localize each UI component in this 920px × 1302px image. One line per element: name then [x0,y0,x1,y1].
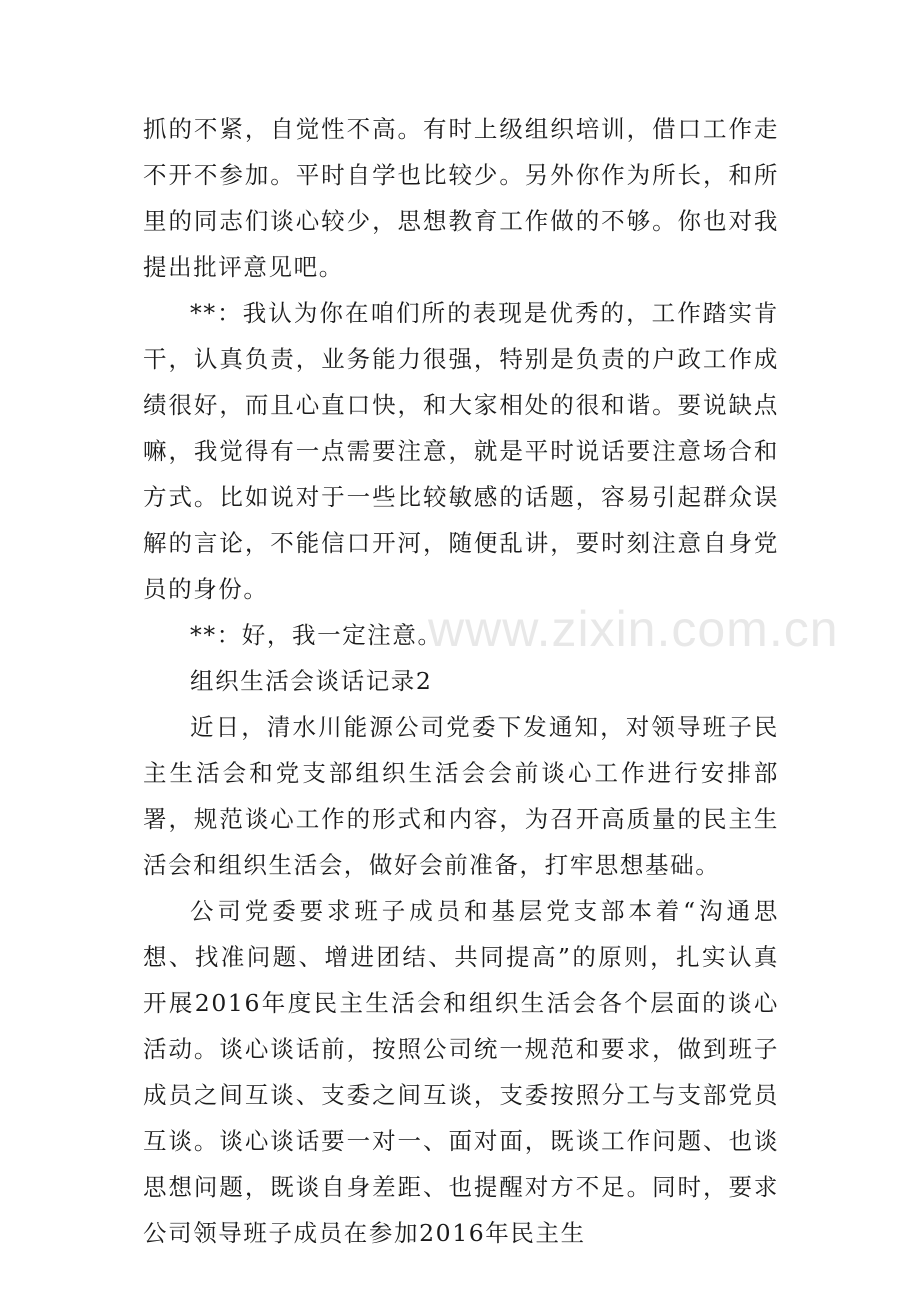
paragraph-notice: 近日，清水川能源公司党委下发通知，对领导班子民主生活会和党支部组织生活会会前谈心工作进行安排部署，规范谈心工作的形式和内容，为召开高质量的民主生活会和组织生活会，做好会前准备，打牢思想基础。 [143,713,779,879]
paragraph-requirements: 公司党委要求班子成员和基层党支部本着“沟通思想、找准问题、增进团结、共同提高”的原则，扎实认真开展2016年度民主生活会和组织生活会各个层面的谈心活动。谈心谈话前，按照公司统一规范和要求，做到班子成员之间互谈、支委之间互谈，支委按照分工与支部党员互谈。谈心谈话要一对一、面对面，既谈工作问题、也谈思想问题，既谈自身差距、也提醒对方不足。同时，要求公司领导班子成员在参加2016年民主生 [143,897,779,1247]
document-body [143,106,779,1256]
paragraph-dialogue-reply: **：我认为你在咱们所的表现是优秀的，工作踏实肯干，认真负责，业务能力很强，特别是负责的户政工作成绩很好，而且心直口快，和大家相处的很和谐。要说缺点嘛，我觉得有一点需要注意，就是平时说话要注意场合和方式。比如说对于一些比较敏感的话题，容易引起群众误解的言论，不能信口开河，随便乱讲，要时刻注意自身党员的身份。 [143,299,779,603]
section-heading: 组织生活会谈话记录2 [190,667,433,695]
watermark: www.zixin.com.cn [428,601,839,657]
paragraph-continued: 抓的不紧，自觉性不高。有时上级组织培训，借口工作走不开不参加。平时自学也比较少。另外你作为所长，和所里的同志们谈心较少，思想教育工作做的不够。你也对我提出批评意见吧。 [143,115,779,281]
paragraph-dialogue-short: **：好，我一定注意。 [190,621,443,649]
